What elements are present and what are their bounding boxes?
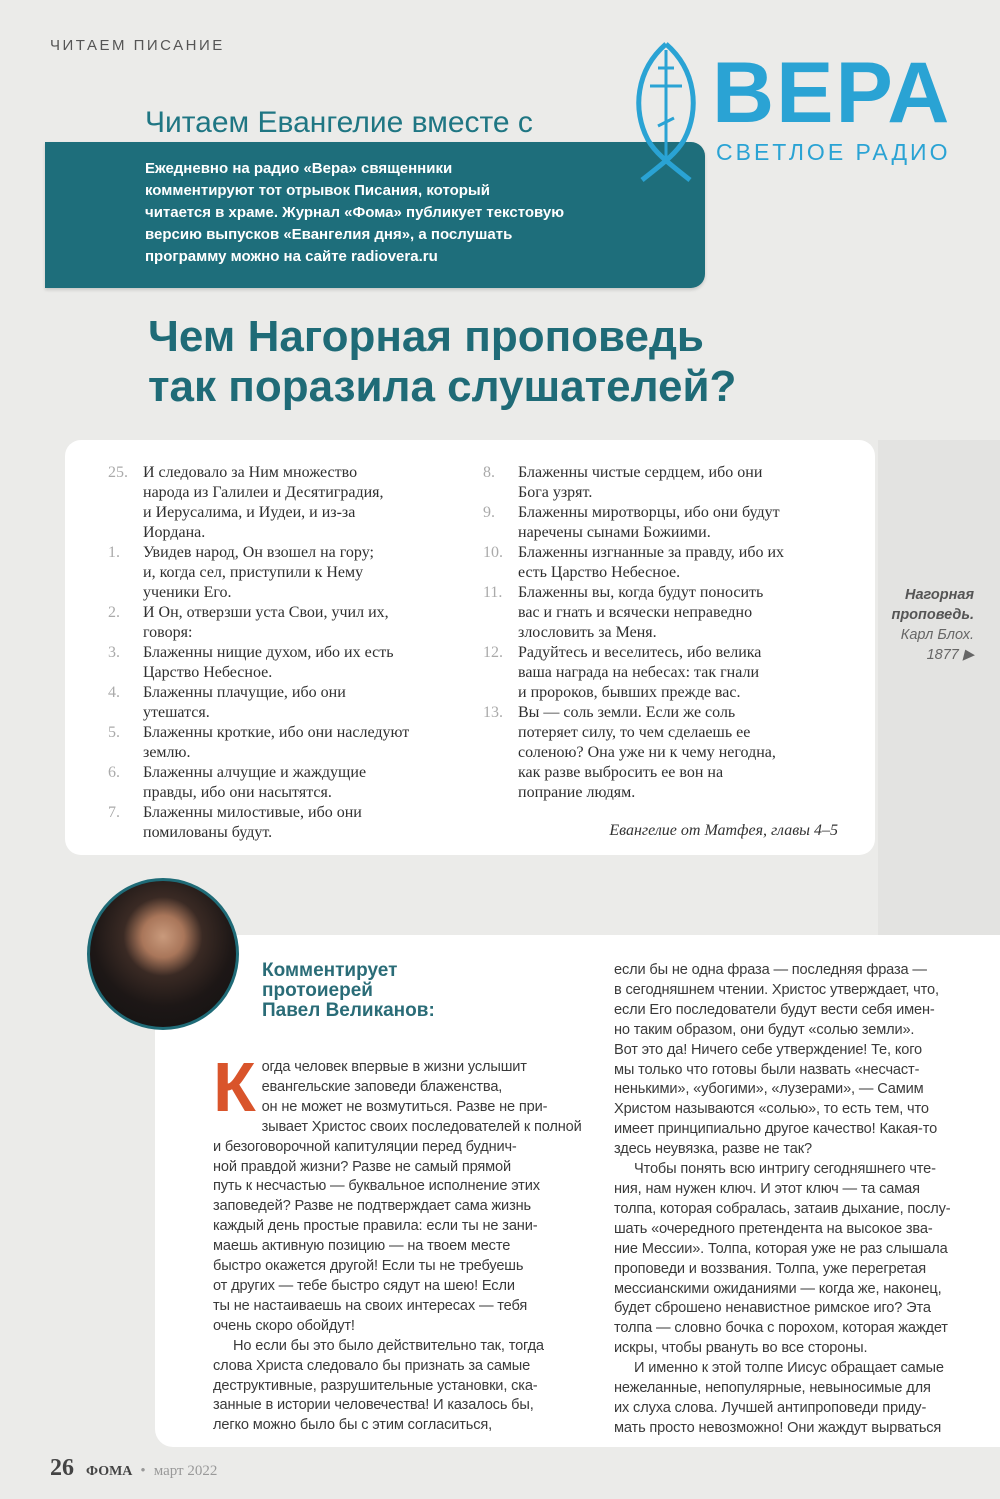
commentary-heading: Комментирует протоиерей Павел Великанов:: [262, 960, 435, 1021]
commentary-column-right: [614, 961, 994, 1439]
verse: [483, 463, 784, 503]
verse-number: 6.: [108, 764, 120, 781]
verse: [108, 683, 409, 723]
verse-text: Блаженны алчущие и жаждущие правды, ибо они насытятся.: [143, 764, 367, 801]
logo-tagline: СВЕТЛОЕ РАДИО: [716, 139, 951, 165]
verse-number: 10.: [483, 544, 503, 561]
verse-number: 9.: [483, 504, 495, 521]
magazine-name: ФОМА: [86, 1464, 133, 1479]
verse: [108, 543, 409, 603]
verse: [483, 543, 784, 583]
verse-number: 12.: [483, 644, 503, 661]
paragraph: И именно к этой толпе Иисус обращает самые нежеланные, непопулярные, невыносимые для их слуха слова. Лучшей антипроповеди приду- мать просто невозможно! Они жаждут вырваться: [614, 1360, 944, 1436]
verse-text: Блаженны плачущие, ибо они утешатся.: [143, 684, 346, 721]
author-portrait: [87, 878, 239, 1030]
paragraph: если бы не одна фраза — последняя фраза — в сегодняшнем чтении. Христос утверждает, что, если Его последователи будут вести себя имен- но таким образом, они будут «солью земли». Вот это да! Ничего себе утверждение! Те, кого мы только что готовы были назвать «несчаст- ненькими», «убогими», «лузерами», — Самим Христом называются «солью», то есть тем, что имеет принципиально другое качество! Какая-то здесь неувязка, разве не так?: [614, 962, 939, 1158]
scripture-source: Евангелие от Матфея, главы 4–5: [609, 822, 838, 839]
verses-column-2: [483, 463, 784, 803]
verse-text: Увидев народ, Он взошел на гору; и, когда сел, приступили к Нему ученики Его.: [143, 544, 374, 601]
verse-text: Блаженны изгнанные за правду, ибо их есть Царство Небесное.: [518, 544, 785, 581]
verse: [108, 803, 409, 843]
verse-text: Вы — соль земли. Если же соль потеряет силу, то чем сделаешь ее соленою? Она уже ни к чему негодна, как разве выбросить ее вон на попрание людям.: [518, 704, 776, 801]
verse: [108, 643, 409, 683]
verse-number: 1.: [108, 544, 120, 561]
verse-text: И следовало за Ним множество народа из Галилеи и Десятиградия, и Иерусалима, и Иудеи, и из-за Иордана.: [143, 464, 384, 541]
verse: [108, 463, 409, 543]
section-label: ЧИТАЕМ ПИСАНИЕ: [50, 37, 225, 54]
page-number: 26: [50, 1455, 74, 1481]
verse-number: 5.: [108, 724, 120, 741]
issue-date: март 2022: [153, 1463, 218, 1479]
verse-text: Блаженны кроткие, ибо они наследуют землю.: [143, 724, 410, 761]
logo-wordmark: ВЕРА: [712, 45, 952, 141]
verse: [483, 703, 784, 803]
caption-title: Нагорная проповедь.: [891, 587, 974, 623]
rubric-title: Читаем Евангелие вместе с: [145, 106, 533, 139]
verse-number: 8.: [483, 464, 495, 481]
verse: [108, 763, 409, 803]
verse-text: Блаженны вы, когда будут поносить вас и гнать и всячески неправедно злословить за Меня.: [518, 584, 764, 641]
commentary-column-left: [213, 1048, 598, 1436]
verse-number: 11.: [483, 584, 503, 601]
verse-text: И Он, отверзши уста Свои, учил их, говоря:: [143, 604, 389, 641]
verse: [108, 603, 409, 643]
verse-text: Радуйтесь и веселитесь, ибо велика ваша награда на небесах: так гнали и пророков, бывших прежде вас.: [518, 644, 762, 701]
paragraph: Чтобы понять всю интригу сегодняшнего чте- ния, нам нужен ключ. И этот ключ — та самая толпа, которая собралась, затаив дыхание, послу- шать «очередного претендента на высокое зва- ние Мессии». Толпа, которая уже не раз слышала проповеди и воззвания. Толпа, уже перегретая мессианскими ожиданиями — когда же, наконец, будет сброшено ненавистное римское иго? Эта толпа — словно бочка с порохом, которая жаждет искры, чтобы рвануть во все стороны.: [614, 1161, 951, 1357]
image-caption: [868, 585, 974, 665]
intro-text: Ежедневно на радио «Вера» священники комментируют тот отрывок Писания, который читается в храме. Журнал «Фома» публикует текстовую версию выпусков «Евангелия дня», а послушать программу можно на сайте radiovera.ru: [145, 160, 565, 265]
paragraph: огда человек впервые в жизни услышит евангельские заповеди блаженства, он не может не возмутиться. Разве не при- зывает Христос своих последователей к полной и безоговорочной капитуляции перед буднич- ной правдой жизни? Разве не самый прямой путь к несчастью — буквальное исполнение этих заповедей? Разве не подтверждает сама жизнь каждый день простые правила: если ты не зани- маешь активную позицию — на твоем месте быстро окажется другой! Если ты не требуешь от других — тебе быстро сядут на шею! Если ты не настаиваешь на своих интересах — тебя очень скоро обойдут!: [213, 1059, 582, 1334]
verses-column-1: [108, 463, 409, 843]
drop-cap: К: [213, 1048, 256, 1126]
verse-number: 3.: [108, 644, 120, 661]
caption-year: 1877 ▶: [926, 647, 974, 663]
verse-text: Блаженны чистые сердцем, ибо они Бога узрят.: [518, 464, 763, 501]
caption-author: Карл Блох.: [900, 627, 974, 643]
verse: [108, 723, 409, 763]
fish-cross-logo-icon: [628, 40, 704, 186]
margin-band: [878, 440, 1000, 940]
verse-text: Блаженны милостивые, ибо они помилованы будут.: [143, 804, 362, 841]
page-footer: [50, 1455, 217, 1482]
verse-number: 4.: [108, 684, 120, 701]
verse-number: 13.: [483, 704, 503, 721]
article-headline: Чем Нагорная проповедь так поразила слушателей?: [148, 312, 737, 411]
paragraph: Но если бы это было действительно так, тогда слова Христа следовало бы признать за самые деструктивные, разрушительные установки, ска- занные в истории человечества! И казалось бы, легко можно было бы с этим согласиться,: [213, 1337, 544, 1434]
verse-number: 7.: [108, 804, 120, 821]
verse-number: 25.: [108, 464, 128, 481]
verse-text: Блаженны миротворцы, ибо они будут наречены сынами Божиими.: [518, 504, 780, 541]
verse-number: 2.: [108, 604, 120, 621]
verse: [483, 503, 784, 543]
footer-separator: •: [140, 1463, 146, 1479]
verse-text: Блаженны нищие духом, ибо их есть Царство Небесное.: [143, 644, 394, 681]
verse: [483, 583, 784, 643]
verse: [483, 643, 784, 703]
